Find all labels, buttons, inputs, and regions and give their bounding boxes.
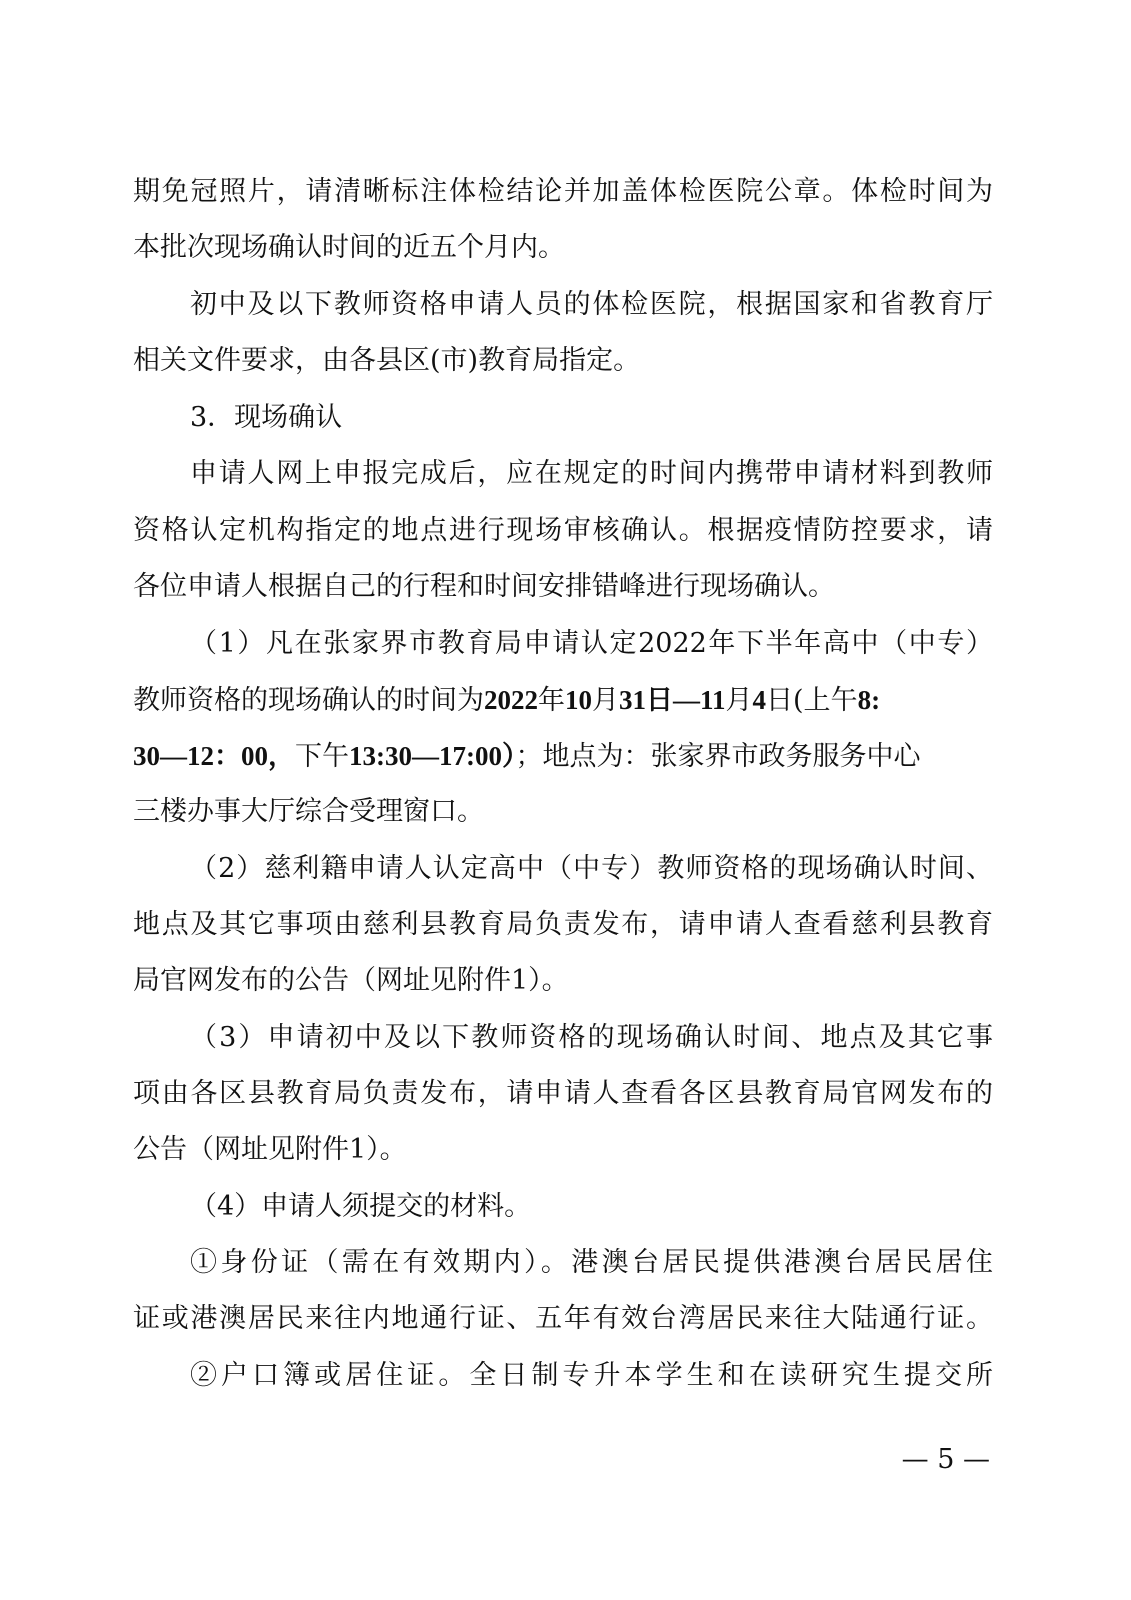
time-text: 8: xyxy=(857,685,881,715)
paragraph-line: ①身份证（需在有效期内）。港澳台居民提供港澳台居民居住 xyxy=(190,1247,993,1278)
paragraph-line: 初中及以下教师资格申请人员的体检医院，根据国家和省教育厅 xyxy=(190,289,993,320)
paragraph-line-time xyxy=(133,728,993,784)
date-text: 4 xyxy=(752,685,767,715)
paragraph-line: 证或港澳居民来往内地通行证、五年有效台湾居民来往大陆通行证。 xyxy=(133,1303,993,1334)
paragraph-line: 地点及其它事项由慈利县教育局负责发布，请申请人查看慈利县教育 xyxy=(133,909,993,940)
paragraph-line: （3）申请初中及以下教师资格的现场确认时间、地点及其它事 xyxy=(190,1022,993,1053)
text-run: 月 xyxy=(592,685,619,716)
paragraph-line: 资格认定机构指定的地点进行现场审核确认。根据疫情防控要求，请 xyxy=(133,515,993,546)
time-text: 13:30—17:00） xyxy=(349,741,516,771)
date-text: 日—11 xyxy=(646,685,726,715)
paragraph-line: 项由各区县教育局负责发布，请申请人查看各区县教育局官网发布的 xyxy=(133,1078,993,1109)
section-heading: 3．现场确认 xyxy=(190,402,343,433)
date-text: 31 xyxy=(619,685,646,715)
time-text: 30—12：00， xyxy=(133,741,295,771)
paragraph-line: （1）凡在张家界市教育局申请认定2022年下半年高中（中专） xyxy=(190,628,993,659)
paragraph-line: 公告（网址见附件1）。 xyxy=(133,1134,407,1165)
paragraph-line: 各位申请人根据自己的行程和时间安排错峰进行现场确认。 xyxy=(133,571,835,602)
paragraph-line: 本批次现场确认时间的近五个月内。 xyxy=(133,232,565,263)
text-run: 日(上午 xyxy=(766,685,858,716)
paragraph-line-date xyxy=(133,672,993,728)
text-run: ；地点为：张家界市政务服务中心 xyxy=(515,741,921,772)
paragraph-line: （2）慈利籍申请人认定高中（中专）教师资格的现场确认时间、 xyxy=(190,853,993,884)
text-run: 月 xyxy=(725,685,753,716)
text-run: 教师资格的现场确认的时间为 xyxy=(133,685,484,716)
date-text: 10 xyxy=(565,685,592,715)
paragraph-line: ②户口簿或居住证。全日制专升本学生和在读研究生提交所 xyxy=(190,1360,993,1391)
text-run: 年 xyxy=(538,685,565,716)
paragraph-line: 三楼办事大厅综合受理窗口。 xyxy=(133,796,484,827)
paragraph-line: 局官网发布的公告（网址见附件1）。 xyxy=(133,965,569,996)
paragraph-line: 期免冠照片，请清晰标注体检结论并加盖体检医院公章。体检时间为 xyxy=(133,176,993,207)
paragraph-line: 申请人网上申报完成后，应在规定的时间内携带申请材料到教师 xyxy=(190,458,993,489)
text-run: 下午 xyxy=(295,741,349,772)
date-text: 2022 xyxy=(484,685,538,715)
paragraph-line: （4）申请人须提交的材料。 xyxy=(190,1191,532,1222)
paragraph-line: 相关文件要求，由各县区(市)教育局指定。 xyxy=(133,345,641,376)
page-number: — 5 — xyxy=(901,1444,990,1475)
